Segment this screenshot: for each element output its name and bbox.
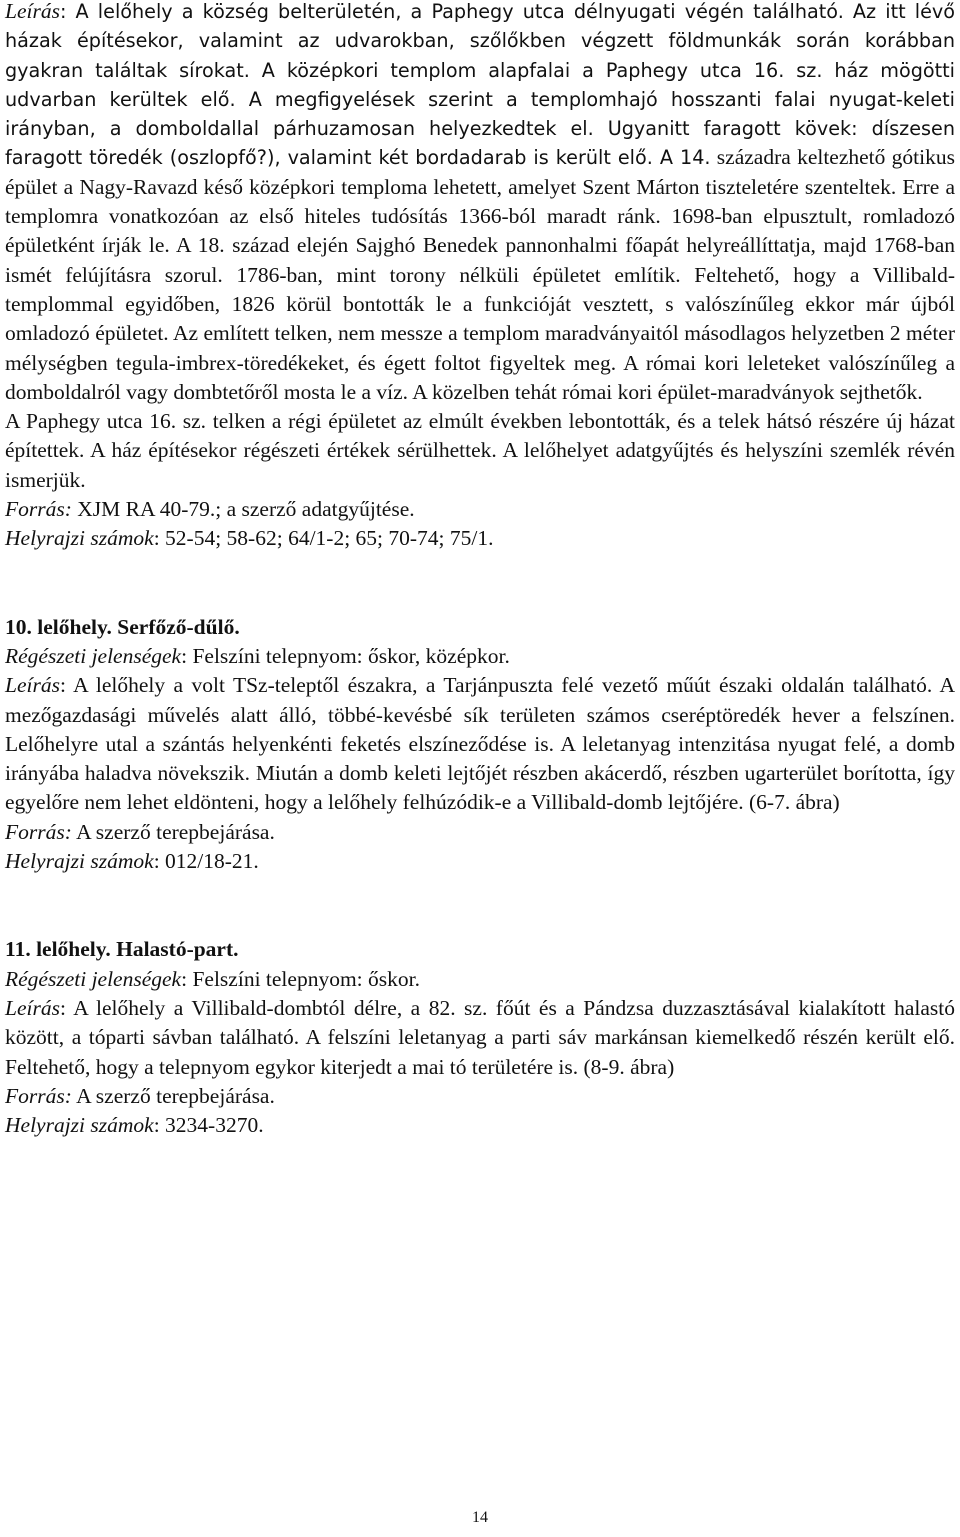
site-10-description	[5, 671, 955, 817]
source-text: A szerző terepbejárása.	[71, 1083, 275, 1108]
parcel-label: Helyrajzi számok	[5, 1113, 154, 1138]
site-10-source	[5, 818, 955, 847]
features-label: Régészeti jelenségek	[5, 643, 182, 668]
site-9-source	[5, 495, 955, 524]
site-10-features	[5, 642, 955, 671]
parcel-text: : 3234-3270.	[153, 1113, 264, 1138]
description-text: : A lelőhely a volt TSz-teleptől északra, a Tarjánpuszta felé vezető műút északi oldalán található. A mezőgazdasági művelés alatt álló, többé-kevésbé sík területen számos cseréptöredék hever a felszínen. Lelőhelyre utal a szántás helyenkénti feketés elszíneződése is. A leletanyag intenzitása nyugat felé, a domb irányába haladva növekszik. Miután a domb keleti lejtőjét részben akácerdő, részben ugarterület borította, így egyelőre nem lehet eldönteni, hogy a lelőhely felhúzódik-e a Villibald-domb lejtőjére. (6-7. ábra)	[5, 673, 955, 815]
site-10-parcel-numbers	[5, 847, 955, 876]
parcel-text: : 52-54; 58-62; 64/1-2; 65; 70-74; 75/1.	[153, 526, 494, 551]
source-label: Forrás:	[5, 497, 72, 522]
parcel-label: Helyrajzi számok	[5, 849, 154, 874]
parcel-label: Helyrajzi számok	[5, 526, 154, 551]
features-text: : Felszíni telepnyom: őskor.	[181, 966, 420, 991]
description-label: Leírás	[5, 995, 60, 1020]
document-page	[5, 0, 955, 1140]
description-label: Leírás	[5, 673, 60, 698]
site-11-features	[5, 965, 955, 994]
site-11-source	[5, 1082, 955, 1111]
source-label: Forrás:	[5, 819, 72, 844]
description-text-sans: : A lelőhely a község belterületén, a Paphegy utca délnyugati végén található. Az itt lévő házak építésekor, valamint az udvarokban, szőlőkben végzett földmunkák során korábban gyakran találtak sírokat. A középkori templom alapfalai a Paphegy utca 16. sz. ház mögötti udvarban kerültek elő. A megfigyelések szerint a templomhajó hosszanti falai nyugat-keleti irányban, a domboldallal párhuzamosan helyezkedtek el. Ugyanitt faragott kövek: díszesen faragott töredék (oszlopfő?), valamint két bordadarab is került elő. A 14.	[5, 0, 955, 170]
source-text: XJM RA 40-79.; a szerző adatgyűjtése.	[71, 497, 415, 522]
description-label: Leírás	[5, 0, 60, 23]
site-11-heading: 11. lelőhely. Halastó-part.	[5, 937, 239, 962]
source-text: A szerző terepbejárása.	[71, 819, 275, 844]
source-label: Forrás:	[5, 1083, 72, 1108]
site-10-heading: 10. lelőhely. Serfőző-dűlő.	[5, 614, 240, 639]
features-label: Régészeti jelenségek	[5, 966, 182, 991]
description-text: századra keltezhető gótikus épület a Nagy-Ravazd késő középkori temploma lehetett, amelyet Szent Márton tiszteletére szenteltek. Erre a templomra vonatkozóan az első hiteles tudósítás 1366-ból maradt ránk. 1698-ban elpusztult, romladozó épületként írják le. A 18. század elején Sajghó Benedek pannonhalmi főapát helyreállíttatja, majd 1768-ban ismét felújításra szorul. 1786-ban, mint torony nélküli épületet említik. Feltehető, hogy a Villibald-templommal egyidőben, 1826 körül bontották le a funkcióját vesztett, s valószínűleg ekkor már újból omladozó épületet. Az említett telken, nem messze a templom maradványaitól másodlagos helyzetben 2 méter mélységben tegula-imbrex-töredékeket, és égett foltot figyeltek meg. A római kori leleteket valószínűleg a domboldalról vagy dombtetőről mosta le a víz. A közelben tehát római kori épület-maradványok sejthetők.	[5, 145, 955, 404]
site-11-parcel-numbers	[5, 1111, 955, 1140]
site-11-description	[5, 994, 955, 1082]
description-text: : A lelőhely a Villibald-dombtól délre, a 82. sz. főút és a Pándzsa duzzasztásával kialakított halastó között, a tóparti sávban található. A felszíni leletanyag a parti sáv markánsan kiemelkedő részén került elő. Feltehető, hogy a telepnyom egykor kiterjedt a mai tó területére is. (8-9. ábra)	[5, 995, 955, 1079]
page-number: 14	[472, 1509, 488, 1526]
site-9-paragraph-2: A Paphegy utca 16. sz. telken a régi épületet az elmúlt években lebontották, és a telek hátsó részére új házat építettek. A ház építésekor régészeti értékek sérülhettek. A lelőhelyet adatgyűjtés és helyszíni szemlék révén ismerjük.	[5, 409, 955, 492]
site-9-description	[5, 0, 955, 407]
site-9-parcel-numbers	[5, 524, 955, 553]
features-text: : Felszíni telepnyom: őskor, középkor.	[181, 643, 510, 668]
parcel-text: : 012/18-21.	[153, 849, 259, 874]
